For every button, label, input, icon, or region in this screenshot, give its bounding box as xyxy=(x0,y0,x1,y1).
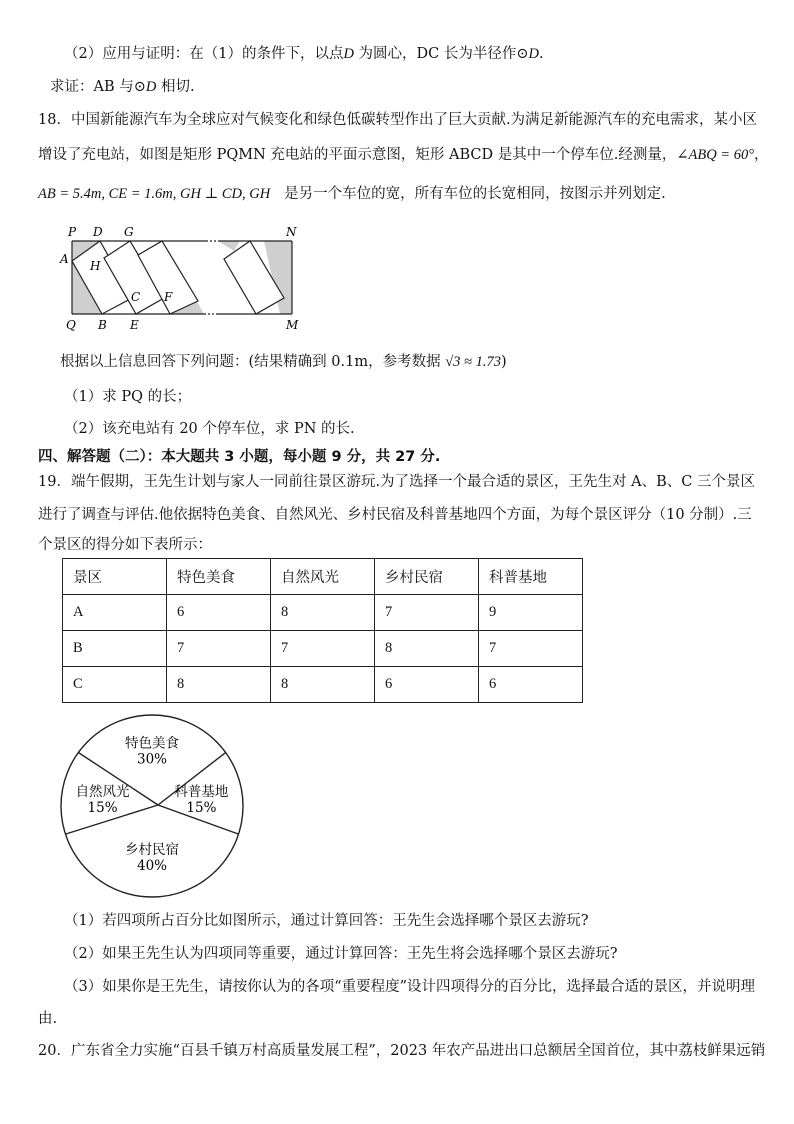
table-cell: 8 xyxy=(271,667,375,703)
score-table xyxy=(62,558,583,703)
table-header: 科普基地 xyxy=(479,559,583,595)
table-cell: 6 xyxy=(167,595,271,631)
label-D: D xyxy=(93,225,103,239)
table-cell: 7 xyxy=(271,631,375,667)
table-row xyxy=(63,631,583,667)
table-cell: 8 xyxy=(375,631,479,667)
parking-figure xyxy=(58,225,310,335)
label-B: B xyxy=(98,318,107,332)
pie-slice-label: 特色美食 xyxy=(125,735,179,752)
label-A: A xyxy=(60,252,69,266)
q20-line1: 20．广东省全力实施“百县千镇万村高质量发展工程”，2023 年农产品进出口总额居全国首位，其中荔枝鲜果远销 xyxy=(38,1043,766,1059)
q19-sub2: （2）如果王先生认为四项同等重要，通过计算回答：王先生将会选择哪个景区去游玩? xyxy=(64,946,618,962)
table-header: 特色美食 xyxy=(167,559,271,595)
pie-slice-percent: 40% xyxy=(136,858,168,875)
q18-info: 根据以上信息回答下列问题：(结果精确到 0.1m，参考数据 √3 ≈ 1.73) xyxy=(60,354,507,370)
table-cell: A xyxy=(63,595,167,631)
label-G: G xyxy=(124,225,134,239)
table-header: 自然风光 xyxy=(271,559,375,595)
pie-slice-label: 乡村民宿 xyxy=(125,842,179,859)
q18-sub2: （2）该充电站有 20 个停车位，求 PN 的长. xyxy=(64,421,355,437)
label-M: M xyxy=(286,318,299,332)
q19-sub1: （1）若四项所占百分比如图所示，通过计算回答：王先生会选择哪个景区去游玩? xyxy=(64,913,589,929)
q19-line3: 个景区的得分如下表所示： xyxy=(38,537,212,553)
q17-part2: （2）应用与证明：在（1）的条件下，以点D 为圆心，DC 长为半径作⊙D. xyxy=(64,46,544,62)
table-cell: 8 xyxy=(271,595,375,631)
q19-line1: 19．端午假期，王先生计划与家人一同前往景区游玩.为了选择一个最合适的景区，王先生对 A、B、C 三个景区 xyxy=(38,474,755,490)
pie-slice-percent: 30% xyxy=(136,751,168,768)
table-cell: 8 xyxy=(167,667,271,703)
label-Q: Q xyxy=(66,318,76,332)
q19-sub3: （3）如果你是王先生，请按你认为的各项“重要程度”设计四项得分的百分比，选择最合适的景区，并说明理 xyxy=(64,979,756,995)
label-E: E xyxy=(130,318,139,332)
table-header: 景区 xyxy=(63,559,167,595)
table-row xyxy=(63,595,583,631)
table-cell: 6 xyxy=(375,667,479,703)
table-cell: 7 xyxy=(479,631,583,667)
table-cell: 9 xyxy=(479,595,583,631)
q18-line1: 18．中国新能源汽车为全球应对气候变化和绿色低碳转型作出了巨大贡献.为满足新能源汽车的充电需求，某小区 xyxy=(38,112,758,128)
label-H: H xyxy=(90,259,101,273)
pie-slice-label: 自然风光 xyxy=(75,784,130,801)
table-header: 乡村民宿 xyxy=(375,559,479,595)
q18-line2: 增设了充电站，如图是矩形 PQMN 充电站的平面示意图，矩形 ABCD 是其中一个停车位.经测量，∠ABQ = 60°， xyxy=(38,147,769,163)
pie-slice-label: 科普基地 xyxy=(174,784,229,801)
pie-slice-percent: 15% xyxy=(186,800,217,817)
table-cell: 7 xyxy=(375,595,479,631)
label-P: P xyxy=(68,225,77,239)
table-cell: 6 xyxy=(479,667,583,703)
q17-prove: 求证：AB 与⊙D 相切. xyxy=(50,79,195,95)
q19-line2: 进行了调查与评估.他依据特色美食、自然风光、乡村民宿及科普基地四个方面，为每个景区评分（10 分制）.三 xyxy=(38,507,752,523)
q19-sub3-cont: 由. xyxy=(38,1011,58,1027)
table-cell: 7 xyxy=(167,631,271,667)
pie-chart xyxy=(58,708,268,908)
q18-line3: AB = 5.4m, CE = 1.6m, GH ⊥ CD, GH 是另一个车位的宽，所有车位的长宽相同，按图示并列划定. xyxy=(38,186,666,202)
pie-slice-percent: 15% xyxy=(87,800,118,817)
table-row xyxy=(63,667,583,703)
table-cell: C xyxy=(63,667,167,703)
label-F: F xyxy=(164,290,173,304)
table-cell: B xyxy=(63,631,167,667)
table-header-row xyxy=(63,559,583,595)
q18-sub1: （1）求 PQ 的长； xyxy=(64,389,192,405)
label-C: C xyxy=(131,290,141,304)
section-heading: 四、解答题（二）：本大题共 3 小题，每小题 9 分，共 27 分. xyxy=(38,449,441,465)
label-N: N xyxy=(286,225,297,239)
